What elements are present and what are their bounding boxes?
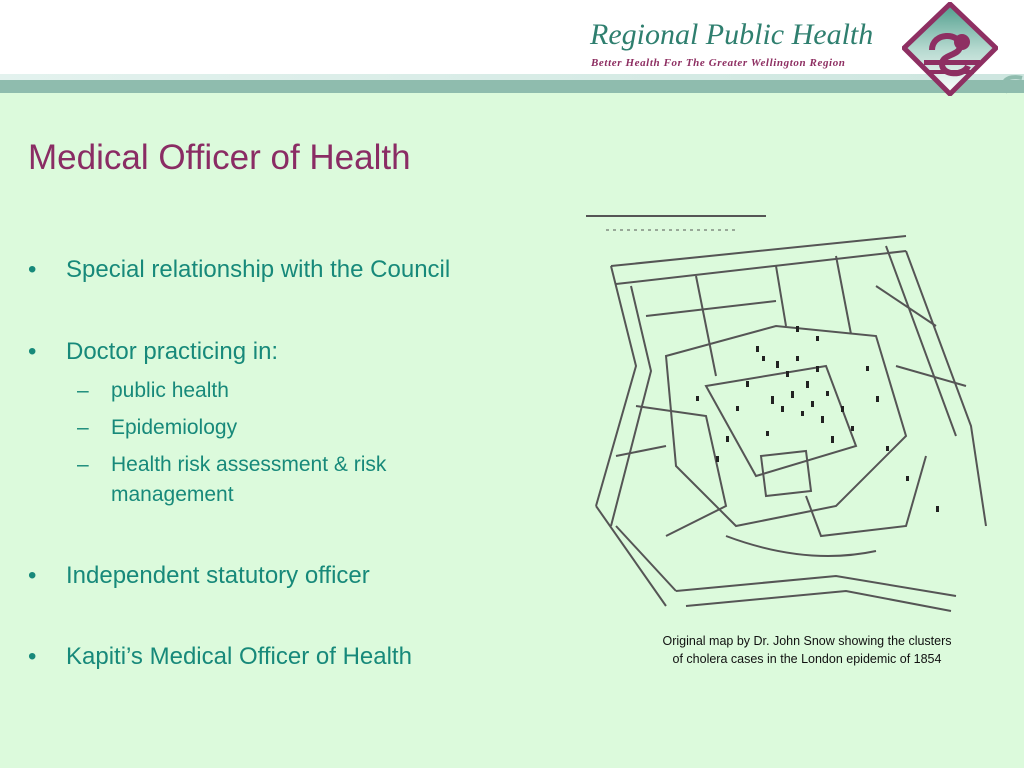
bullet-text: Kapiti’s Medical Officer of Health xyxy=(66,643,412,670)
caption-line: Original map by Dr. John Snow showing the clusters xyxy=(662,634,952,648)
sub-bullet-marker: – xyxy=(77,379,89,402)
bullet-marker: • xyxy=(28,338,37,365)
bullet-text: Independent statutory officer xyxy=(66,562,370,589)
bullet-text: Doctor practicing in: xyxy=(66,338,279,365)
figure-caption xyxy=(626,632,988,668)
sub-bullet-marker: – xyxy=(77,453,89,476)
sub-bullet-text: Health risk assessment & risk management xyxy=(111,453,387,506)
sub-bullet-text: public health xyxy=(111,379,229,402)
bullet-list xyxy=(28,0,568,768)
bullet-marker: • xyxy=(28,643,37,670)
brand-tagline: Better Health For The Greater Wellington Region xyxy=(591,57,846,69)
bullet-marker: • xyxy=(28,562,37,589)
caption-line: of cholera cases in the London epidemic of 1854 xyxy=(672,652,942,666)
swirl-icon xyxy=(994,74,1024,96)
sub-bullet-marker: – xyxy=(77,416,89,439)
sub-bullet-text: Epidemiology xyxy=(111,416,238,439)
regional-public-health-logo-icon xyxy=(902,2,998,96)
cholera-map-icon xyxy=(576,206,994,614)
bullet-marker: • xyxy=(28,256,37,283)
brand-name: Regional Public Health xyxy=(590,18,874,51)
bullet-text: Special relationship with the Council xyxy=(66,256,451,283)
slide-title: Medical Officer of Health xyxy=(28,138,411,177)
